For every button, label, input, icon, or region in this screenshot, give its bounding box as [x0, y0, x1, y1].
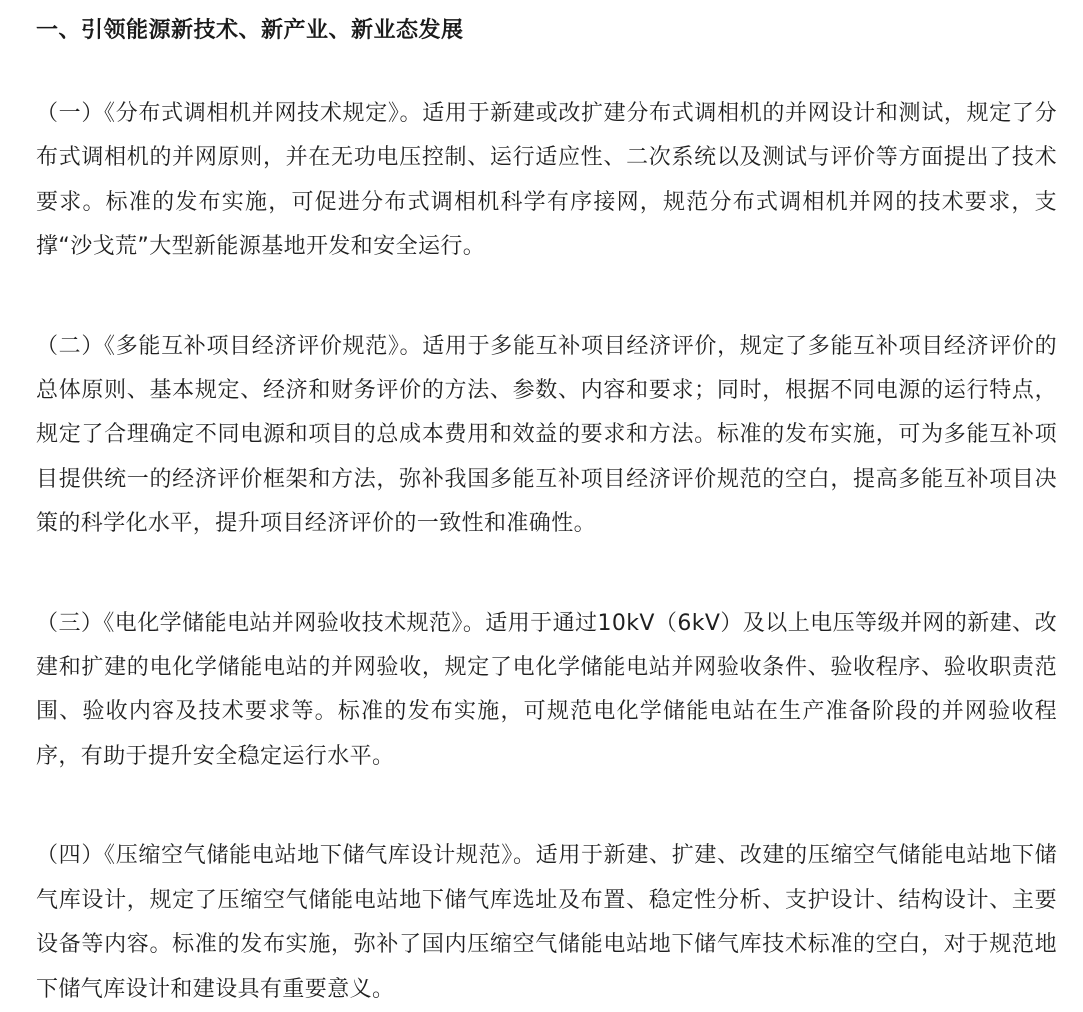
section-heading: 一、引领能源新技术、新产业、新业态发展 [36, 18, 464, 43]
paragraph-4: （四）《压缩空气储能电站地下储气库设计规范》。适用于新建、扩建、改建的压缩空气储能电站地下储气库设计，规定了压缩空气储能电站地下储气库选址及布置、稳定性分析、支护设计、结构设计、主要设备等内容。标准的发布实施，弥补了国内压缩空气储能电站地下储气库技术标准的空白，对于规范地下储气库设计和建设具有重要意义。 [36, 843, 1057, 1002]
paragraph-3: （三）《电化学储能电站并网验收技术规范》。适用于通过10kV（6kV）及以上电压等级并网的新建、改建和扩建的电化学储能电站的并网验收，规定了电化学储能电站并网验收条件、验收程序、验收职责范围、验收内容及技术要求等。标准的发布实施，可规范电化学储能电站在生产准备阶段的并网验收程序，有助于提升安全稳定运行水平。 [36, 610, 1057, 769]
paragraph-1: （一）《分布式调相机并网技术规定》。适用于新建或改扩建分布式调相机的并网设计和测试，规定了分布式调相机的并网原则，并在无功电压控制、运行适应性、二次系统以及测试与评价等方面提出了技术要求。标准的发布实施，可促进分布式调相机科学有序接网，规范分布式调相机并网的技术要求，支撑“沙戈荒”大型新能源基地开发和安全运行。 [36, 101, 1057, 260]
paragraph-2: （二）《多能互补项目经济评价规范》。适用于多能互补项目经济评价，规定了多能互补项目经济评价的总体原则、基本规定、经济和财务评价的方法、参数、内容和要求；同时，根据不同电源的运行特点，规定了合理确定不同电源和项目的总成本费用和效益的要求和方法。标准的发布实施，可为多能互补项目提供统一的经济评价框架和方法，弥补我国多能互补项目经济评价规范的空白，提高多能互补项目决策的科学化水平，提升项目经济评价的一致性和准确性。 [36, 333, 1057, 537]
